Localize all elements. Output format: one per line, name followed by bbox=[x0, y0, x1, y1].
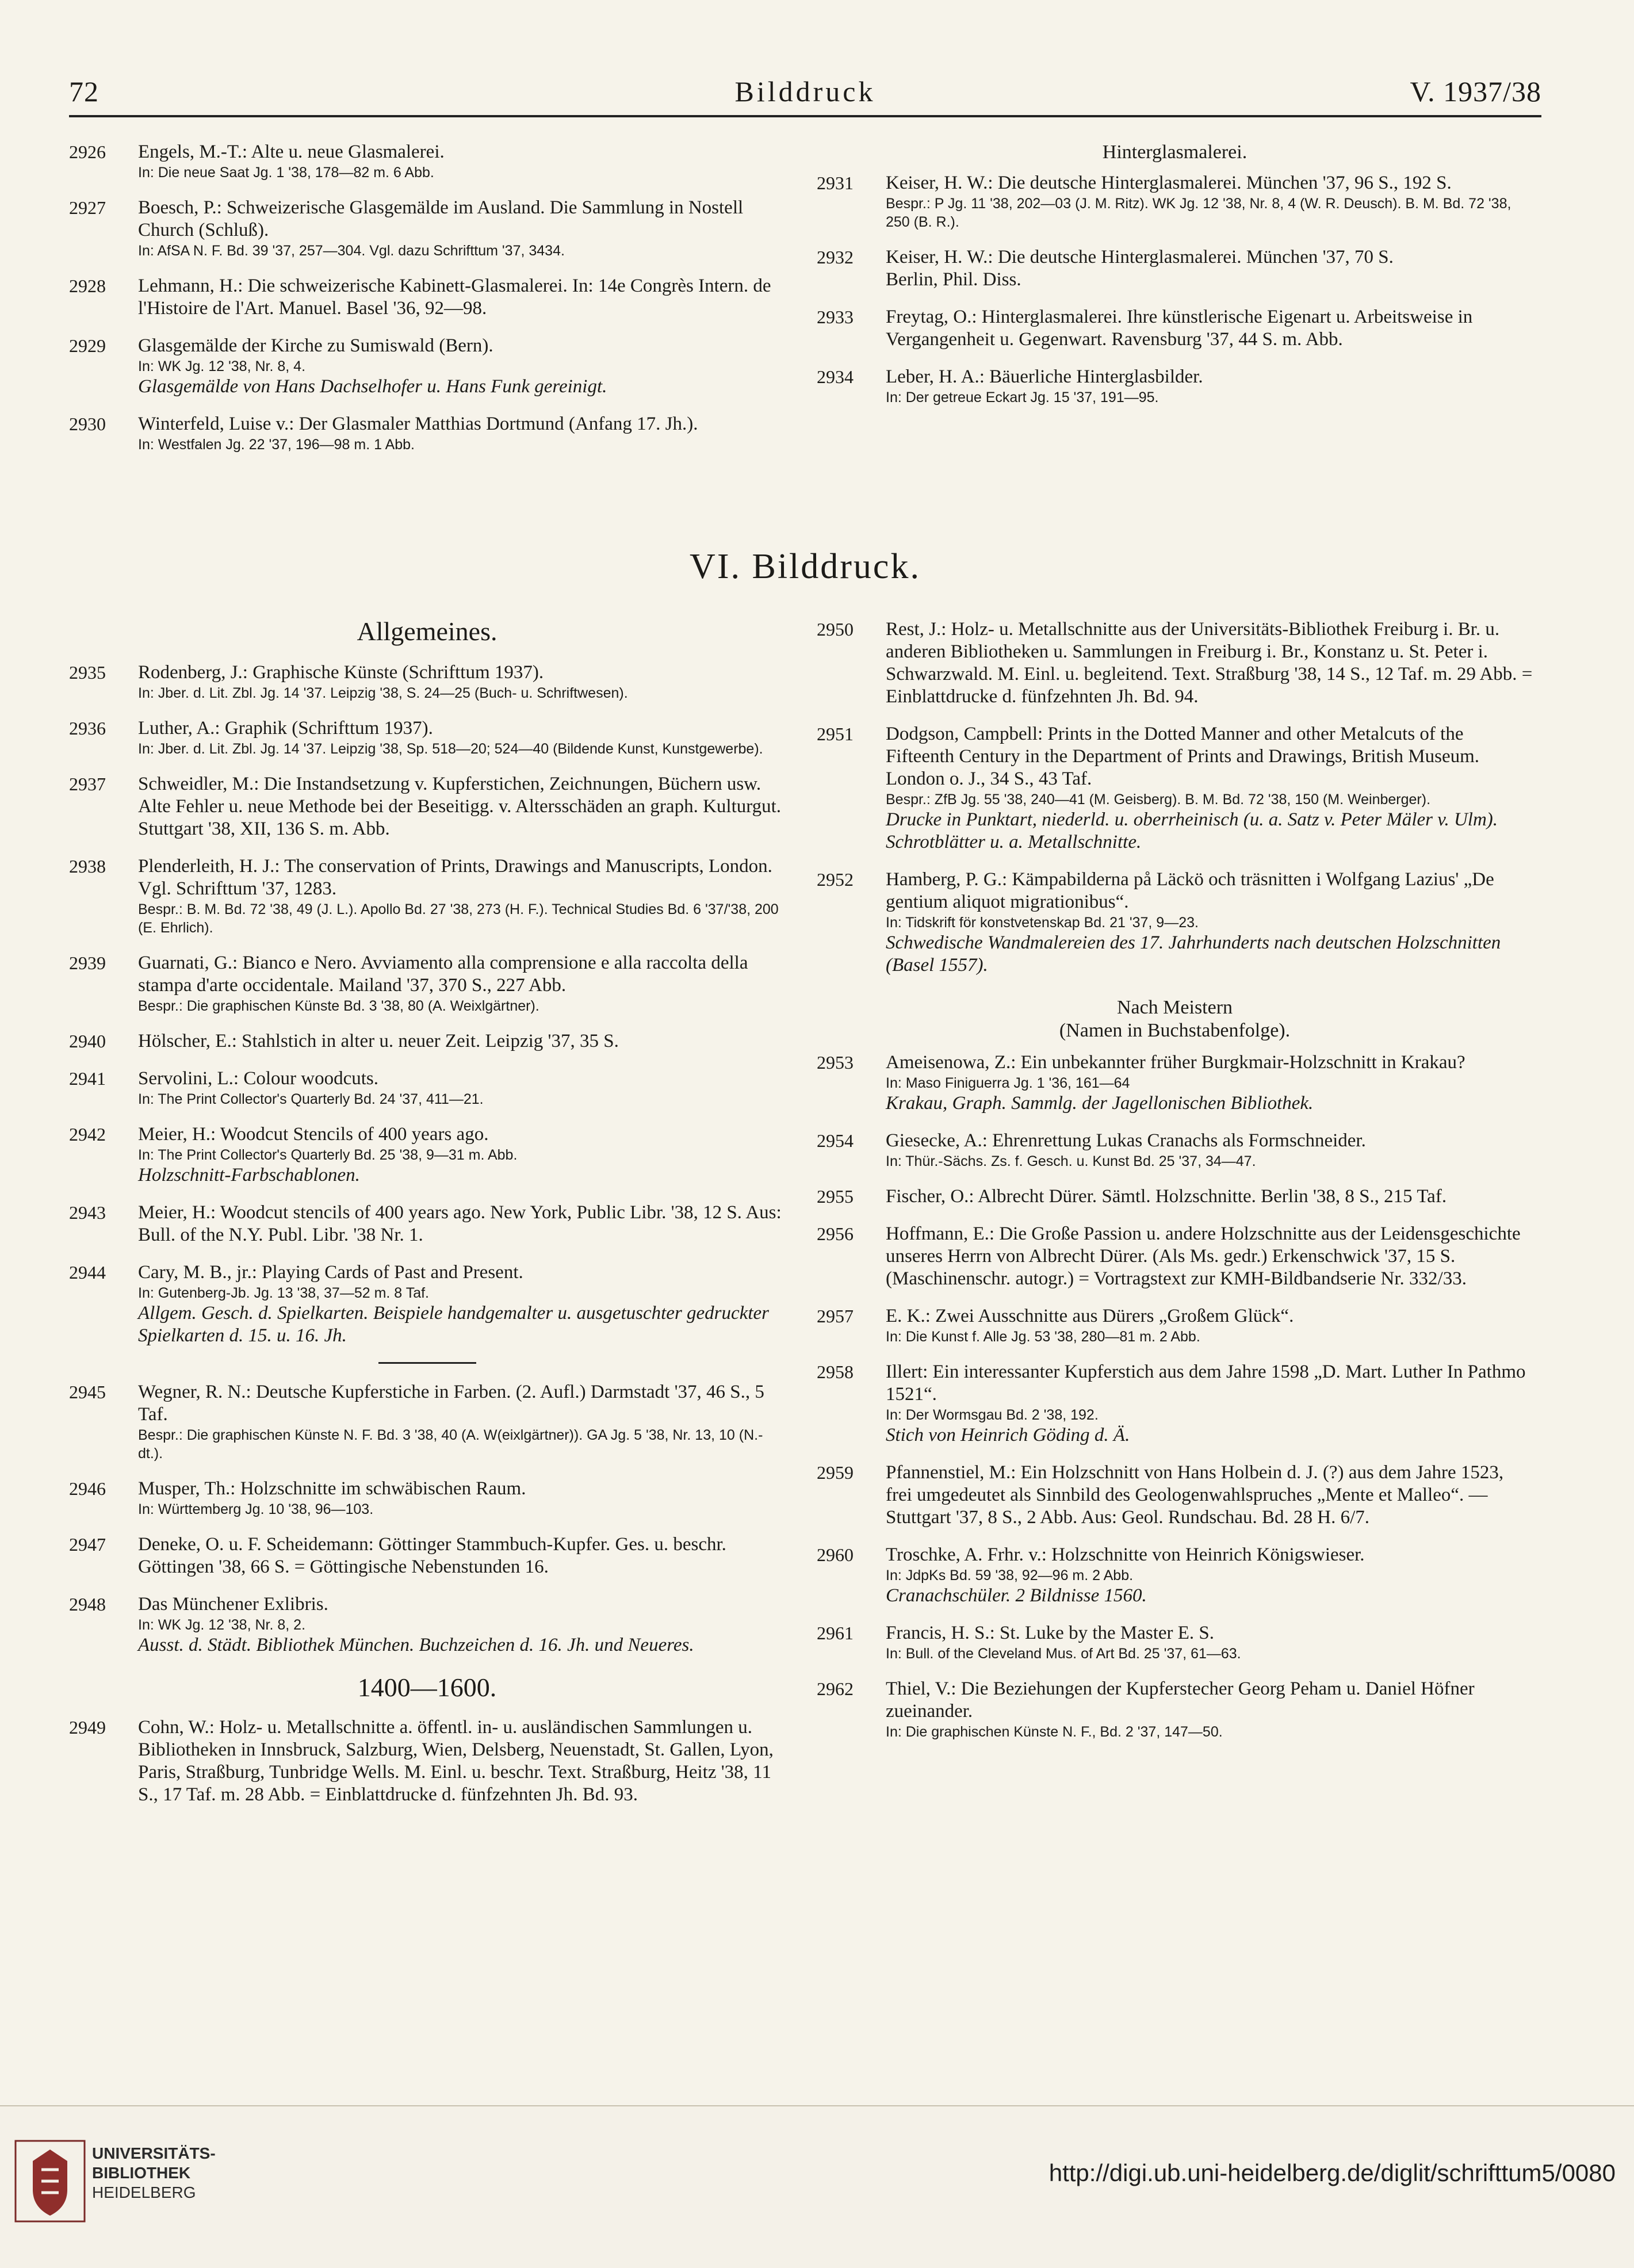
column-left-main bbox=[69, 615, 785, 1821]
bibliography-entry bbox=[69, 1533, 785, 1578]
bibliography-entry bbox=[69, 1030, 785, 1053]
bibliography-entry bbox=[817, 1622, 1533, 1663]
entry-reference: In: Die graphischen Künste N. F., Bd. 2 '37, 147—50. bbox=[886, 1724, 1223, 1740]
entry-reference: In: Gutenberg-Jb. Jg. 13 '38, 37—52 m. 8 Taf. bbox=[138, 1285, 429, 1301]
entry-number: 2945 bbox=[69, 1382, 106, 1402]
entry-number: 2949 bbox=[69, 1717, 106, 1738]
period-entries bbox=[69, 1716, 785, 1806]
entry-number: 2947 bbox=[69, 1534, 106, 1555]
entry-reference: In: Die Kunst f. Alle Jg. 53 '38, 280—81 m. 2 Abb. bbox=[886, 1329, 1200, 1345]
entry-number: 2938 bbox=[69, 856, 106, 877]
entry-reference: Bespr.: P Jg. 11 '38, 202—03 (J. M. Ritz). WK Jg. 12 '38, Nr. 8, 4 (W. R. Deusch). B. M. Bd. 72 '38, 250 (B. R.). bbox=[886, 196, 1511, 230]
entry-text: Keiser, H. W.: Die deutsche Hinterglasmalerei. München '37, 70 S. bbox=[886, 247, 1394, 267]
bibliography-entry bbox=[69, 275, 785, 320]
bibliography-entry bbox=[817, 1051, 1533, 1115]
entry-annotation: Allgem. Gesch. d. Spielkarten. Beispiele handgemalter u. ausgetuschter gedruckter Spielkarten d. 15. u. 16. Jh. bbox=[138, 1303, 769, 1346]
library-name-line1: UNIVERSITÄTS- bbox=[92, 2144, 216, 2162]
entry-text: Glasgemälde der Kirche zu Sumiswald (Bern). bbox=[138, 335, 493, 356]
entry-number: 2932 bbox=[817, 247, 854, 267]
entry-reference: In: Maso Finiguerra Jg. 1 '36, 161—64 bbox=[886, 1075, 1130, 1091]
separator-rule bbox=[378, 1362, 476, 1364]
entry-number: 2931 bbox=[817, 173, 854, 193]
entry-reference: In: Jber. d. Lit. Zbl. Jg. 14 '37. Leipzig '38, S. 24—25 (Buch- u. Schriftwesen). bbox=[138, 685, 628, 701]
entry-number: 2939 bbox=[69, 953, 106, 973]
bibliography-entry bbox=[69, 1068, 785, 1108]
entry-number: 2929 bbox=[69, 335, 106, 356]
entry-text: Das Münchener Exlibris. bbox=[138, 1594, 328, 1615]
entry-reference: In: The Print Collector's Quarterly Bd. 24 '37, 411—21. bbox=[138, 1091, 484, 1107]
entry-text: Boesch, P.: Schweizerische Glasgemälde im Ausland. Die Sammlung in Nostell Church (Schluß). bbox=[138, 197, 744, 240]
source-url-link[interactable]: http://digi.ub.uni-heidelberg.de/diglit/schrifttum5/0080 bbox=[1048, 2159, 1616, 2186]
bibliography-entry bbox=[817, 1678, 1533, 1741]
bibliography-entry bbox=[817, 1544, 1533, 1607]
header-rule bbox=[69, 115, 1541, 117]
entry-number: 2933 bbox=[817, 307, 854, 327]
entry-reference: In: WK Jg. 12 '38, Nr. 8, 4. bbox=[138, 358, 306, 374]
bibliography-entry bbox=[817, 1361, 1533, 1447]
entry-number: 2962 bbox=[817, 1678, 854, 1699]
entry-number: 2959 bbox=[817, 1462, 854, 1483]
entry-text: Illert: Ein interessanter Kupferstich aus dem Jahre 1598 „D. Mart. Luther In Pathmo 1521“. bbox=[886, 1361, 1526, 1405]
entry-text: Ameisenowa, Z.: Ein unbekannter früher Burgkmair-Holzschnitt in Krakau? bbox=[886, 1052, 1465, 1073]
entry-text: Hölscher, E.: Stahlstich in alter u. neuer Zeit. Leipzig '37, 35 S. bbox=[138, 1031, 619, 1051]
library-name-line3: HEIDELBERG bbox=[92, 2183, 196, 2201]
entry-annotation: Cranachschüler. 2 Bildnisse 1560. bbox=[886, 1585, 1147, 1606]
entry-number: 2930 bbox=[69, 414, 106, 434]
entry-annotation: Drucke in Punktart, niederld. u. oberrheinisch (u. a. Satz v. Peter Mäler v. Ulm). Schrotblätter u. a. Metallschnitte. bbox=[886, 809, 1498, 852]
entry-text: Luther, A.: Graphik (Schrifttum 1937). bbox=[138, 718, 433, 739]
bibliography-entry bbox=[817, 306, 1533, 351]
entry-reference: In: The Print Collector's Quarterly Bd. 25 '38, 9—31 m. Abb. bbox=[138, 1147, 518, 1163]
entry-number: 2961 bbox=[817, 1623, 854, 1643]
bibliography-entry bbox=[817, 1223, 1533, 1290]
entry-number: 2934 bbox=[817, 366, 854, 387]
bibliography-entry bbox=[69, 661, 785, 702]
entry-text: Giesecke, A.: Ehrenrettung Lukas Cranachs als Formschneider. bbox=[886, 1130, 1366, 1151]
allgemeines-entries-2 bbox=[69, 1381, 785, 1657]
entry-reference: In: Der getreue Eckart Jg. 15 '37, 191—95. bbox=[886, 389, 1159, 406]
entry-reference: In: JdpKs Bd. 59 '38, 92—96 m. 2 Abb. bbox=[886, 1567, 1134, 1584]
entry-number: 2958 bbox=[817, 1361, 854, 1382]
running-title: Bilddruck bbox=[734, 75, 876, 108]
bibliography-entry bbox=[817, 366, 1533, 407]
entry-text: Rest, J.: Holz- u. Metallschnitte aus der Universitäts-Bibliothek Freiburg i. Br. u. anderen Bibliotheken u. Sammlungen in Freiburg i. Br., Konstanz u. St. Peter i. Schwarzwald. M. Einl. u. begleitend. Text. Straßburg '38, 14 S., 12 Taf. m. 29 Abb. = Einblattdrucke d. fünfzehnten Jh. Bd. 94. bbox=[886, 619, 1533, 707]
bibliography-entry bbox=[817, 618, 1533, 708]
entry-reference: In: Der Wormsgau Bd. 2 '38, 192. bbox=[886, 1407, 1099, 1423]
bibliography-entry bbox=[817, 1130, 1533, 1171]
bibliography-entry bbox=[817, 1462, 1533, 1529]
bibliography-entry bbox=[69, 1261, 785, 1347]
entry-text: Meier, H.: Woodcut stencils of 400 years ago. New York, Public Libr. '38, 12 S. Aus: Bull. of the N.Y. Publ. Libr. '38 Nr. 1. bbox=[138, 1202, 782, 1245]
entry-text: Hoffmann, E.: Die Große Passion u. andere Holzschnitte aus der Leidensgeschichte unseres Herrn von Albrecht Dürer. (Als Ms. gedr.) Erkenschwick '37, 15 S. (Maschinenschr. autogr.) = Vortragstext zur KMH-Bildbandserie Nr. 332/33. bbox=[886, 1223, 1521, 1289]
section-heading-allgemeines: Allgemeines. bbox=[357, 617, 498, 646]
entry-text: Guarnati, G.: Bianco e Nero. Avviamento alla comprensione e alla raccolta della stampa d'arte occidentale. Mailand '37, 370 S., 227 Abb. bbox=[138, 953, 748, 996]
section-heading-1400-1600: 1400—1600. bbox=[357, 1673, 497, 1702]
section-heading-nach-meistern: Nach Meistern bbox=[1116, 997, 1233, 1018]
entry-reference: In: WK Jg. 12 '38, Nr. 8, 2. bbox=[138, 1617, 306, 1633]
entry-text: Fischer, O.: Albrecht Dürer. Sämtl. Holzschnitte. Berlin '38, 8 S., 215 Taf. bbox=[886, 1186, 1447, 1207]
bibliography-entry bbox=[69, 1123, 785, 1187]
entry-note: Berlin, Phil. Diss. bbox=[886, 269, 1021, 290]
entry-text: Engels, M.-T.: Alte u. neue Glasmalerei. bbox=[138, 141, 445, 162]
bibliography-entry bbox=[817, 869, 1533, 977]
entry-number: 2952 bbox=[817, 869, 854, 890]
entry-number: 2927 bbox=[69, 197, 106, 218]
bibliography-entry bbox=[817, 1185, 1533, 1208]
bibliography-entry bbox=[69, 1593, 785, 1657]
bibliography-entry bbox=[69, 141, 785, 182]
entry-number: 2954 bbox=[817, 1130, 854, 1151]
bibliography-entry bbox=[69, 1202, 785, 1246]
entry-number: 2953 bbox=[817, 1052, 854, 1073]
entry-text: Schweidler, M.: Die Instandsetzung v. Kupferstichen, Zeichnungen, Büchern usw. Alte Fehler u. neue Methode bei der Beseitigg. v. Altersschäden an graph. Kulturgut. Stuttgart '38, XII, 136 S. m. Abb. bbox=[138, 774, 782, 839]
page-header bbox=[69, 69, 1541, 115]
library-name bbox=[92, 2144, 216, 2202]
entry-reference: Bespr.: ZfB Jg. 55 '38, 240—41 (M. Geisberg). B. M. Bd. 72 '38, 150 (M. Weinberger). bbox=[886, 791, 1431, 808]
library-name-line2: BIBLIOTHEK bbox=[92, 2164, 191, 2182]
entry-number: 2937 bbox=[69, 774, 106, 794]
bibliography-entry bbox=[69, 952, 785, 1015]
entry-reference: In: Jber. d. Lit. Zbl. Jg. 14 '37. Leipzig '38, Sp. 518—20; 524—40 (Bildende Kunst, Kunstgewerbe). bbox=[138, 741, 763, 757]
hinterglas-entries bbox=[817, 172, 1533, 407]
entry-text: Hamberg, P. G.: Kämpabilderna på Läckö och träsnitten i Wolfgang Lazius' „De gentium aliquot migrationibus“. bbox=[886, 869, 1494, 912]
bibliography-entry bbox=[69, 413, 785, 454]
entry-reference: In: Bull. of the Cleveland Mus. of Art Bd. 25 '37, 61—63. bbox=[886, 1646, 1241, 1662]
entry-text: Pfannenstiel, M.: Ein Holzschnitt von Hans Holbein d. J. (?) aus dem Jahre 1523, frei umgedeutet als Sinnbild des Geologenwahlspruches „Mente et Malleo“. — Stuttgart '37, 8 S., 2 Abb. Aus: Geol. Rundschau. Bd. 28 H. 6/7. bbox=[886, 1462, 1504, 1528]
column-right-top bbox=[817, 141, 1533, 422]
entry-text: Francis, H. S.: St. Luke by the Master E. S. bbox=[886, 1623, 1215, 1643]
entry-number: 2935 bbox=[69, 662, 106, 683]
entry-annotation: Glasgemälde von Hans Dachselhofer u. Hans Funk gereinigt. bbox=[138, 376, 607, 397]
entry-number: 2941 bbox=[69, 1068, 106, 1089]
entry-number: 2946 bbox=[69, 1478, 106, 1499]
entry-reference: Bespr.: B. M. Bd. 72 '38, 49 (J. L.). Apollo Bd. 27 '38, 273 (H. F.). Technical Studies Bd. 6 '37/'38, 200 (E. Ehrlich). bbox=[138, 901, 779, 936]
bibliography-entry bbox=[817, 723, 1533, 854]
entry-number: 2944 bbox=[69, 1262, 106, 1283]
university-seal-icon bbox=[13, 2138, 87, 2224]
entry-reference: In: AfSA N. F. Bd. 39 '37, 257—304. Vgl. dazu Schrifttum '37, 3434. bbox=[138, 243, 565, 259]
entry-text: Lehmann, H.: Die schweizerische Kabinett-Glasmalerei. In: 14e Congrès Intern. de l'Histoire de l'Art. Manuel. Basel '36, 92—98. bbox=[138, 276, 771, 319]
entry-text: Thiel, V.: Die Beziehungen der Kupferstecher Georg Peham u. Daniel Höfner zueinander. bbox=[886, 1678, 1475, 1722]
entry-number: 2951 bbox=[817, 724, 854, 744]
entry-reference: In: Die neue Saat Jg. 1 '38, 178—82 m. 6 Abb. bbox=[138, 165, 434, 181]
entry-number: 2960 bbox=[817, 1544, 854, 1565]
entry-text: E. K.: Zwei Ausschnitte aus Dürers „Großem Glück“. bbox=[886, 1306, 1294, 1326]
entry-text: Cohn, W.: Holz- u. Metallschnitte a. öffentl. in- u. ausländischen Sammlungen u. Bibliotheken in Innsbruck, Salzburg, Wien, Delsberg, Neuenstadt, St. Gallen, Lyon, Paris, Straßburg, Tunbridge Wells. M. Einl. u. beschr. Text. Straßburg, Heitz '38, 11 S., 17 Taf. m. 28 Abb. = Einblattdrucke d. fünfzehnten Jh. Bd. 93. bbox=[138, 1717, 774, 1805]
entry-reference: In: Westfalen Jg. 22 '37, 196—98 m. 1 Abb. bbox=[138, 437, 415, 453]
entry-number: 2957 bbox=[817, 1306, 854, 1326]
entry-annotation: Schwedische Wandmalereien des 17. Jahrhunderts nach deutschen Holzschnitten (Basel 1557). bbox=[886, 932, 1501, 976]
volume-label: V. 1937/38 bbox=[1410, 75, 1541, 108]
entry-text: Dodgson, Campbell: Prints in the Dotted Manner and other Metalcuts of the Fifteenth Century in the Department of Prints and Drawings, British Museum. London o. J., 34 S., 43 Taf. bbox=[886, 724, 1480, 789]
entry-text: Troschke, A. Frhr. v.: Holzschnitte von Heinrich Königswieser. bbox=[886, 1544, 1365, 1565]
bibliography-entry bbox=[817, 172, 1533, 231]
page-number: 72 bbox=[69, 75, 99, 108]
entry-reference: Bespr.: Die graphischen Künste Bd. 3 '38, 80 (A. Weixlgärtner). bbox=[138, 998, 539, 1014]
entry-text: Keiser, H. W.: Die deutsche Hinterglasmalerei. München '37, 96 S., 192 S. bbox=[886, 173, 1452, 193]
entry-number: 2955 bbox=[817, 1186, 854, 1207]
entry-annotation: Krakau, Graph. Sammlg. der Jagellonischen Bibliothek. bbox=[886, 1093, 1314, 1114]
entry-text: Leber, H. A.: Bäuerliche Hinterglasbilder. bbox=[886, 366, 1203, 387]
entry-text: Meier, H.: Woodcut Stencils of 400 years ago. bbox=[138, 1124, 489, 1145]
allgemeines-entries bbox=[69, 661, 785, 1347]
bibliography-entry bbox=[69, 197, 785, 260]
bibliography-entry bbox=[817, 246, 1533, 291]
entry-reference: In: Württemberg Jg. 10 '38, 96—103. bbox=[138, 1501, 374, 1517]
bibliography-entry bbox=[69, 335, 785, 398]
section-subheading: (Namen in Buchstabenfolge). bbox=[1059, 1020, 1291, 1041]
entry-text: Deneke, O. u. F. Scheidemann: Göttinger Stammbuch-Kupfer. Ges. u. beschr. Göttingen '38, 66 S. = Göttingische Nebenstunden 16. bbox=[138, 1534, 726, 1577]
entry-text: Servolini, L.: Colour woodcuts. bbox=[138, 1068, 378, 1089]
entry-text: Musper, Th.: Holzschnitte im schwäbischen Raum. bbox=[138, 1478, 526, 1499]
bibliography-entry bbox=[69, 717, 785, 758]
column-left-top bbox=[69, 141, 785, 469]
entry-annotation: Stich von Heinrich Göding d. Ä. bbox=[886, 1425, 1130, 1445]
entry-number: 2948 bbox=[69, 1594, 106, 1615]
entry-number: 2928 bbox=[69, 276, 106, 296]
entry-number: 2926 bbox=[69, 141, 106, 162]
bibliography-entry bbox=[69, 1478, 785, 1519]
main-section-title: VI. Bilddruck. bbox=[690, 547, 921, 586]
entry-number: 2943 bbox=[69, 1202, 106, 1223]
entry-reference: In: Tidskrift för konstvetenskap Bd. 21 '37, 9—23. bbox=[886, 915, 1199, 931]
entry-number: 2940 bbox=[69, 1031, 106, 1051]
bibliography-entry bbox=[817, 1305, 1533, 1346]
entry-annotation: Holzschnitt-Farbschablonen. bbox=[138, 1165, 360, 1185]
entry-text: Wegner, R. N.: Deutsche Kupferstiche in Farben. (2. Aufl.) Darmstadt '37, 46 S., 5 Taf. bbox=[138, 1382, 764, 1425]
bibliography-entry bbox=[69, 1381, 785, 1463]
column-right-main bbox=[817, 618, 1533, 1756]
entry-number: 2956 bbox=[817, 1223, 854, 1244]
entry-reference: Bespr.: Die graphischen Künste N. F. Bd. 3 '38, 40 (A. W(eixlgärtner)). GA Jg. 5 '38, Nr. 13, 10 (N.-dt.). bbox=[138, 1427, 763, 1462]
entry-number: 2936 bbox=[69, 718, 106, 739]
entry-number: 2942 bbox=[69, 1124, 106, 1145]
section-heading-hinterglasmalerei: Hinterglasmalerei. bbox=[1102, 141, 1247, 163]
right-entries bbox=[817, 618, 1533, 977]
library-footer bbox=[0, 2106, 1634, 2268]
bibliography-entry bbox=[69, 855, 785, 937]
entry-number: 2950 bbox=[817, 619, 854, 640]
entry-text: Freytag, O.: Hinterglasmalerei. Ihre künstlerische Eigenart u. Arbeitsweise in Vergangenheit u. Gegenwart. Ravensburg '37, 44 S. m. Abb. bbox=[886, 307, 1473, 350]
bibliography-entry bbox=[69, 1716, 785, 1806]
entry-annotation: Ausst. d. Städt. Bibliothek München. Buchzeichen d. 16. Jh. und Neueres. bbox=[138, 1635, 694, 1655]
entry-text: Rodenberg, J.: Graphische Künste (Schrifttum 1937). bbox=[138, 662, 544, 683]
entry-text: Plenderleith, H. J.: The conservation of Prints, Drawings and Manuscripts, London. Vgl. Schrifttum '37, 1283. bbox=[138, 856, 772, 899]
meister-entries bbox=[817, 1051, 1533, 1741]
entry-text: Winterfeld, Luise v.: Der Glasmaler Matthias Dortmund (Anfang 17. Jh.). bbox=[138, 414, 698, 434]
entry-text: Cary, M. B., jr.: Playing Cards of Past and Present. bbox=[138, 1262, 523, 1283]
bibliography-entry bbox=[69, 773, 785, 840]
entry-reference: In: Thür.-Sächs. Zs. f. Gesch. u. Kunst Bd. 25 '37, 34—47. bbox=[886, 1153, 1256, 1169]
